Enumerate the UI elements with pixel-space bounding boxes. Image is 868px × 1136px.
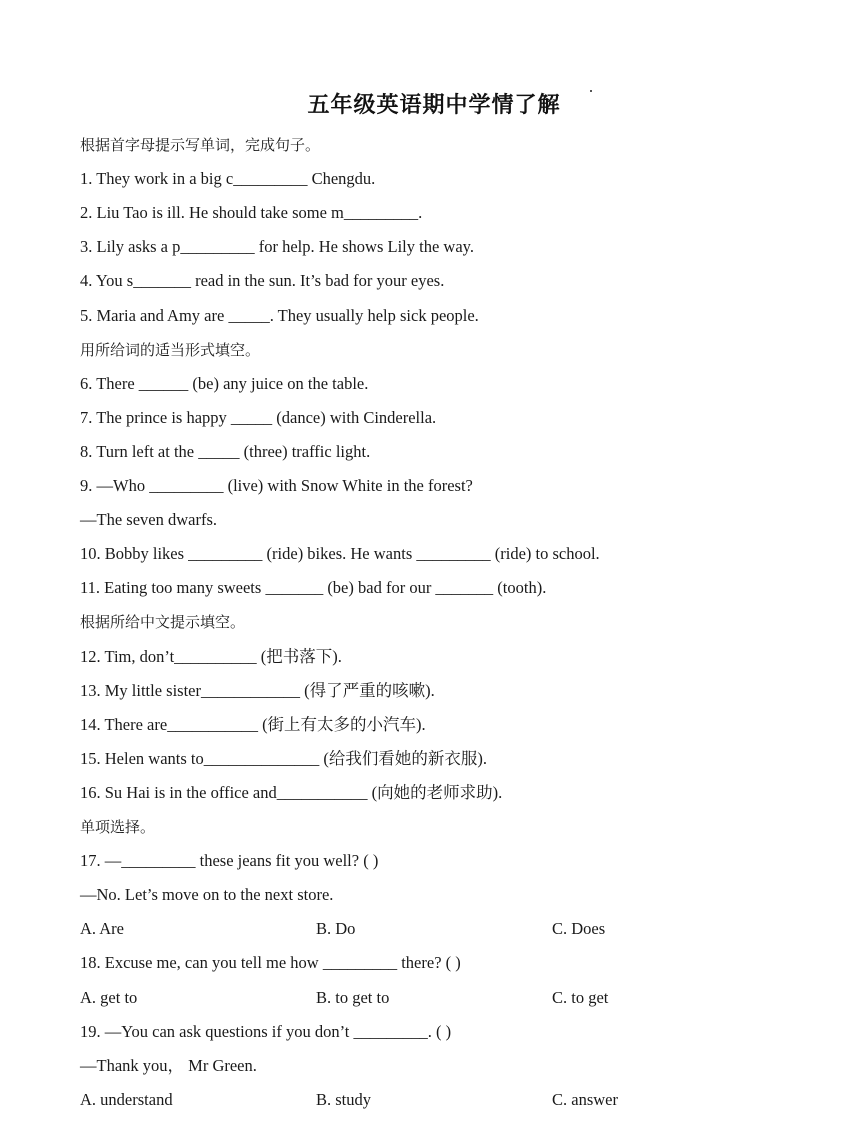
question-line: —No. Let’s move on to the next store. bbox=[80, 885, 334, 904]
answer-option: B. study bbox=[316, 1090, 372, 1109]
question-line: 16. Su Hai is in the office and___________ (向她的老师求助). bbox=[80, 783, 503, 802]
question-line: 10. Bobby likes _________ (ride) bikes. He wants _________ (ride) to school. bbox=[80, 544, 600, 563]
answer-option: B. to get to bbox=[316, 988, 390, 1007]
answer-option: C. Does bbox=[552, 919, 606, 938]
answer-option: C. to get bbox=[552, 988, 609, 1007]
question-line: 19. —You can ask questions if you don’t _________. ( ) bbox=[80, 1022, 452, 1041]
page-title: 五年级英语期中学情了解 bbox=[307, 93, 561, 118]
question-line: 7. The prince is happy _____ (dance) with Cinderella. bbox=[80, 408, 437, 427]
question-line: 8. Turn left at the _____ (three) traffic light. bbox=[80, 442, 371, 461]
question-line: 6. There ______ (be) any juice on the table. bbox=[80, 374, 369, 393]
scan-dot bbox=[590, 90, 592, 92]
question-line: 12. Tim, don’t__________ (把书落下). bbox=[80, 647, 342, 666]
question-line: 2. Liu Tao is ill. He should take some m_________. bbox=[80, 203, 423, 222]
question-line: —The seven dwarfs. bbox=[80, 510, 217, 529]
question-line: 17. —_________ these jeans fit you well? ( ) bbox=[80, 851, 379, 870]
answer-option: A. Are bbox=[80, 919, 124, 938]
answer-option: A. understand bbox=[80, 1090, 173, 1109]
question-line: —Thank you， Mr Green. bbox=[80, 1056, 257, 1075]
section-heading: 根据首字母提示写单词，完成句子。 bbox=[80, 136, 321, 154]
question-line: 15. Helen wants to______________ (给我们看她的新衣服). bbox=[80, 749, 487, 768]
question-line: 1. They work in a big c_________ Chengdu. bbox=[80, 169, 376, 188]
question-line: 3. Lily asks a p_________ for help. He shows Lily the way. bbox=[80, 237, 474, 256]
question-line: 4. You s_______ read in the sun. It’s bad for your eyes. bbox=[80, 271, 445, 290]
answer-option: C. answer bbox=[552, 1090, 618, 1109]
section-heading: 根据所给中文提示填空。 bbox=[80, 613, 246, 631]
question-line: 14. There are___________ (街上有太多的小汽车). bbox=[80, 715, 426, 734]
question-line: 18. Excuse me, can you tell me how _________ there? ( ) bbox=[80, 953, 461, 972]
section-heading: 单项选择。 bbox=[80, 818, 156, 836]
answer-option: A. get to bbox=[80, 988, 138, 1007]
section-heading: 用所给词的适当形式填空。 bbox=[80, 341, 261, 359]
question-line: 11. Eating too many sweets _______ (be) bad for our _______ (tooth). bbox=[80, 578, 547, 597]
question-line: 13. My little sister____________ (得了严重的咳嗽). bbox=[80, 681, 435, 700]
answer-option: B. Do bbox=[316, 919, 356, 938]
question-line: 5. Maria and Amy are _____. They usually help sick people. bbox=[80, 306, 479, 325]
question-line: 9. —Who _________ (live) with Snow White in the forest? bbox=[80, 476, 473, 495]
